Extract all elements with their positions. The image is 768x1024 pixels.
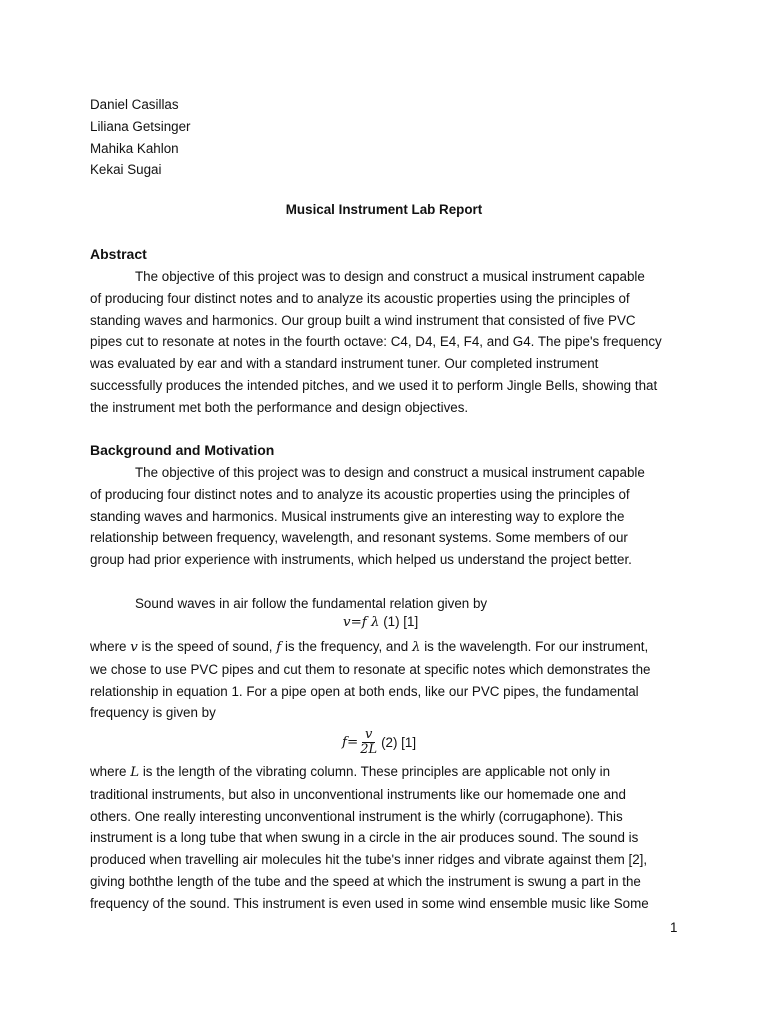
background-paragraph — [90, 462, 680, 571]
equation-lhs: f= — [342, 735, 359, 750]
text-run: is the length of the vibrating column. These principles are applicable not only in — [139, 764, 611, 779]
equation-formula: v=f λ — [343, 615, 380, 630]
author-name: Kekai Sugai — [90, 162, 162, 178]
page-number: 1 — [670, 920, 678, 935]
text-line — [90, 636, 680, 659]
math-symbol: L — [130, 765, 140, 780]
sound-intro-paragraph — [90, 593, 680, 615]
report-title: Musical Instrument Lab Report — [285, 202, 483, 217]
text-line: pipes cut to resonate at notes in the fourth octave: C4, D4, E4, F4, and G4. The pipe's frequency — [90, 334, 662, 350]
author-list — [90, 94, 191, 181]
text-line: successfully produces the intended pitches, and we used it to perform Jingle Bells, showing that — [90, 377, 658, 393]
text-line: The objective of this project was to design and construct a musical instrument capable — [135, 465, 645, 480]
author-name: Liliana Getsinger — [90, 118, 191, 134]
text-line: instrument is a long tube that when swung in a circle in the air produces sound. The sound is — [90, 830, 639, 846]
equation-fraction — [360, 728, 377, 757]
text-line: standing waves and harmonics. Our group built a wind instrument that consisted of five PVC — [90, 312, 636, 328]
equation-ref: (2) [1] — [381, 735, 417, 750]
abstract-paragraph — [90, 266, 680, 419]
text-line: relationship in equation 1. For a pipe open at both ends, like our PVC pipes, the fundamental — [90, 683, 639, 699]
equation-ref: (1) [1] — [383, 614, 419, 629]
math-symbol: v — [130, 640, 138, 655]
fraction-denominator: 2L — [360, 742, 378, 757]
text-run: is the wavelength. For our instrument, — [420, 639, 649, 654]
author-name: Daniel Casillas — [90, 97, 179, 112]
text-line: produced when travelling air molecules hit the tube's inner ridges and vibrate against them [2], — [90, 852, 648, 868]
text-line: the instrument met both the performance and design objectives. — [90, 399, 469, 415]
text-line: relationship between frequency, wavelength, and resonant systems. Some members of our — [90, 530, 628, 546]
math-symbol: f — [276, 640, 282, 655]
text-line: of producing four distinct notes and to analyze its acoustic properties using the principles of — [90, 486, 630, 502]
text-line: of producing four distinct notes and to analyze its acoustic properties using the principles of — [90, 290, 630, 306]
text-line: The objective of this project was to design and construct a musical instrument capable — [135, 269, 645, 284]
equation-1 — [343, 614, 418, 630]
text-run: where — [90, 764, 131, 779]
text-line: frequency of the sound. This instrument is even used in some wind ensemble music like Some — [90, 895, 649, 911]
equation-1-explanation — [90, 636, 680, 724]
abstract-heading: Abstract — [90, 246, 147, 262]
text-line: giving boththe length of the tube and the speed at which the instrument is swung a part in the — [90, 873, 641, 889]
text-line: group had prior experience with instruments, which helped us understand the project better. — [90, 552, 632, 568]
text-line: Sound waves in air follow the fundamental relation given by — [135, 596, 488, 611]
text-line — [90, 761, 680, 784]
text-line: standing waves and harmonics. Musical instruments give an interesting way to explore the — [90, 508, 625, 524]
text-line: we chose to use PVC pipes and cut them to resonate at specific notes which demonstrates the — [90, 661, 651, 677]
text-run: where — [90, 639, 131, 654]
text-line: others. One really interesting unconventional instrument is the whirly (corrugaphone). This — [90, 808, 623, 824]
text-line: traditional instruments, but also in unconventional instruments like our homemade one and — [90, 786, 626, 802]
text-line: frequency is given by — [90, 705, 216, 721]
background-heading: Background and Motivation — [90, 442, 275, 458]
equation-2-explanation — [90, 761, 680, 915]
equation-2 — [342, 728, 416, 757]
text-line: was evaluated by ear and with a standard instrument tuner. Our completed instrument — [90, 356, 599, 372]
text-run: is the frequency, and — [281, 639, 412, 654]
text-run: is the speed of sound, — [137, 639, 277, 654]
author-name: Mahika Kahlon — [90, 140, 179, 156]
fraction-numerator: v — [362, 728, 375, 743]
math-symbol: λ — [411, 640, 421, 655]
